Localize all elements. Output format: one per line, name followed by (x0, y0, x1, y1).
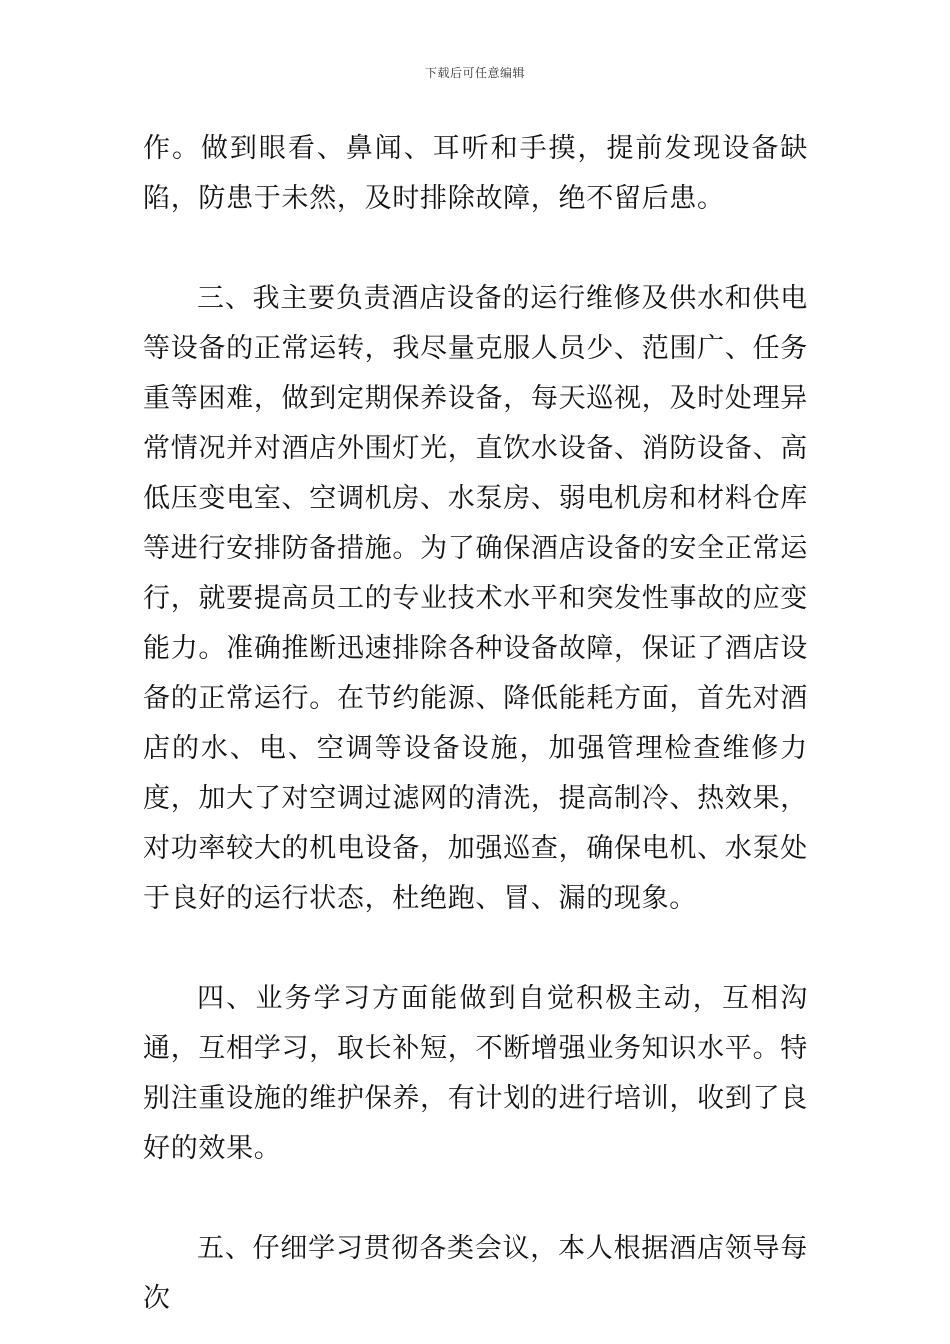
paragraph-continued: 作。做到眼看、鼻闻、耳听和手摸，提前发现设备缺陷，防患于未然，及时排除故障，绝不留后患。 (143, 133, 808, 214)
paragraph-section-5: 五、仔细学习贯彻各类会议，本人根据酒店领导每次 (143, 1233, 808, 1314)
document-body (143, 124, 808, 1324)
paragraph-section-4: 四、业务学习方面能做到自觉积极主动，互相沟通，互相学习，取长补短，不断增强业务知识水平。特别注重设施的维护保养，有计划的进行培训，收到了良好的效果。 (143, 983, 808, 1164)
paragraph-section-3: 三、我主要负责酒店设备的运行维修及供水和供电等设备的正常运转，我尽量克服人员少、范围广、任务重等困难，做到定期保养设备，每天巡视，及时处理异常情况并对酒店外围灯光，直饮水设备、消防设备、高低压变电室、空调机房、水泵房、弱电机房和材料仓库等进行安排防备措施。为了确保酒店设备的安全正常运行，就要提高员工的专业技术水平和突发性事故的应变能力。准确推断迅速排除各种设备故障，保证了酒店设备的正常运行。在节约能源、降低能耗方面，首先对酒店的水、电、空调等设备设施，加强管理检查维修力度，加大了对空调过滤网的清洗，提高制冷、热效果，对功率较大的机电设备，加强巡查，确保电机、水泵处于良好的运行状态，杜绝跑、冒、漏的现象。 (143, 283, 808, 914)
page-header: 下载后可任意编辑 (424, 66, 525, 80)
